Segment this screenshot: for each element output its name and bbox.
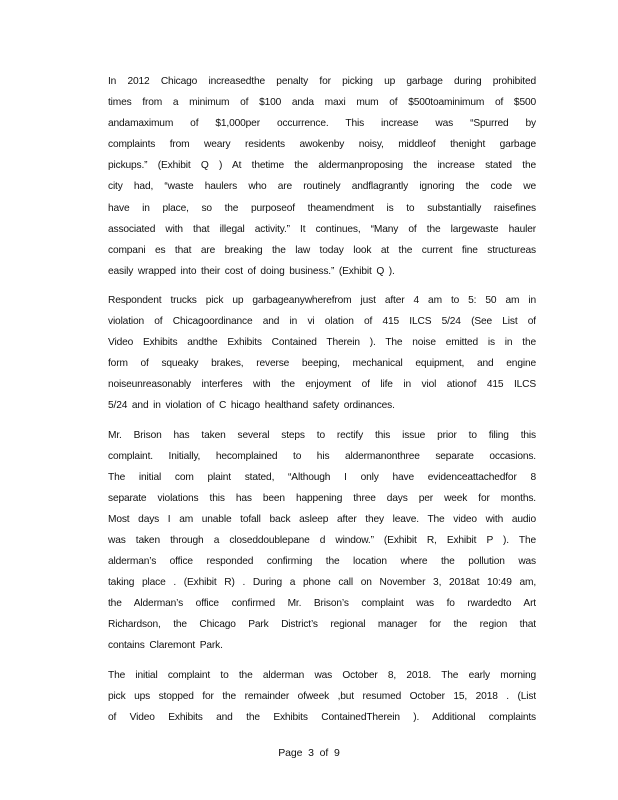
text-line: city had, “waste haulers who are routinely andflagrantly ignoring the code we (108, 181, 536, 193)
text-line: andamaximum of $1,000per occurrence. This increase was “Spurred by (108, 118, 536, 130)
paragraph-brison-steps (108, 425, 536, 657)
text-line: of Video Exhibits and the Exhibits ContainedTherein ). Additional complaints (108, 711, 536, 723)
paragraph-initial-complaint (108, 665, 536, 728)
text-line: complaint. Initially, hecomplained to his aldermanonthree separate occasions. (108, 450, 536, 462)
text-line: alderman’s office responded confirming the location where the pollution was (108, 556, 536, 568)
text-line: Respondent trucks pick up garbageanywherefrom just after 4 am to 5: 50 am in (108, 294, 536, 306)
text-line: complaints from weary residents awokenby noisy, middleof thenight garbage (108, 139, 536, 151)
page-number-footer: Page 3 of 9 (278, 747, 340, 759)
text-line: taking place . (Exhibit R) . During a phone call on November 3, 2018at 10:49 am, (108, 577, 536, 589)
text-line: was taken through a closeddoublepane d window.” (Exhibit R, Exhibit P ). The (108, 534, 536, 546)
text-line: contains Claremont Park. (108, 640, 223, 652)
text-line: noiseunreasonably interferes with the enjoyment of life in viol ationof 415 ILCS (108, 379, 536, 391)
text-line: the Alderman’s office confirmed Mr. Brison’s complaint was fo rwardedto Art (108, 598, 536, 610)
text-line: associated with that illegal activity.” It continues, “Many of the largewaste hauler (108, 223, 536, 235)
text-line: In 2012 Chicago increasedthe penalty for picking up garbage during prohibited (108, 76, 536, 87)
text-line: pick ups stopped for the remainder ofweek ,but resumed October 15, 2018 . (List (108, 690, 536, 702)
text-line: pickups.” (Exhibit Q ) At thetime the aldermanproposing the increase stated the (108, 160, 536, 172)
text-line: Video Exhibits andthe Exhibits Contained Therein ). The noise emitted is in the (108, 337, 536, 349)
paragraph-penalty-history (108, 71, 536, 282)
text-line: The initial complaint to the alderman was October 8, 2018. The early morning (108, 669, 536, 681)
text-line: The initial com plaint stated, “Although I only have evidenceattachedfor 8 (108, 471, 536, 483)
text-line: Mr. Brison has taken several steps to rectify this issue prior to filing this (108, 429, 536, 441)
text-line: form of squeaky brakes, reverse beeping, mechanical equipment, and engine (108, 358, 536, 370)
text-line: easily wrapped into their cost of doing business.” (Exhibit Q ). (108, 265, 395, 277)
text-line: separate violations this has been happening three days per week for months. (108, 492, 536, 504)
text-line: compani es that are breaking the law today look at the current fine structureas (108, 244, 536, 256)
paragraph-respondent-trucks (108, 290, 536, 417)
text-line: Most days I am unable tofall back asleep after they leave. The video with audio (108, 513, 536, 525)
text-line: have in place, so the purposeof theamendment is to substantially raisefines (108, 202, 536, 214)
text-line: times from a minimum of $100 anda maxi mum of $500toaminimum of $500 (108, 97, 536, 109)
text-line: violation of Chicagoordinance and in vi olation of 415 ILCS 5/24 (See List of (108, 316, 536, 328)
text-line: 5/24 and in violation of C hicago healthand safety ordinances. (108, 400, 395, 412)
text-line: Richardson, the Chicago Park District’s regional manager for the region that (108, 619, 536, 631)
document-body (108, 71, 536, 736)
